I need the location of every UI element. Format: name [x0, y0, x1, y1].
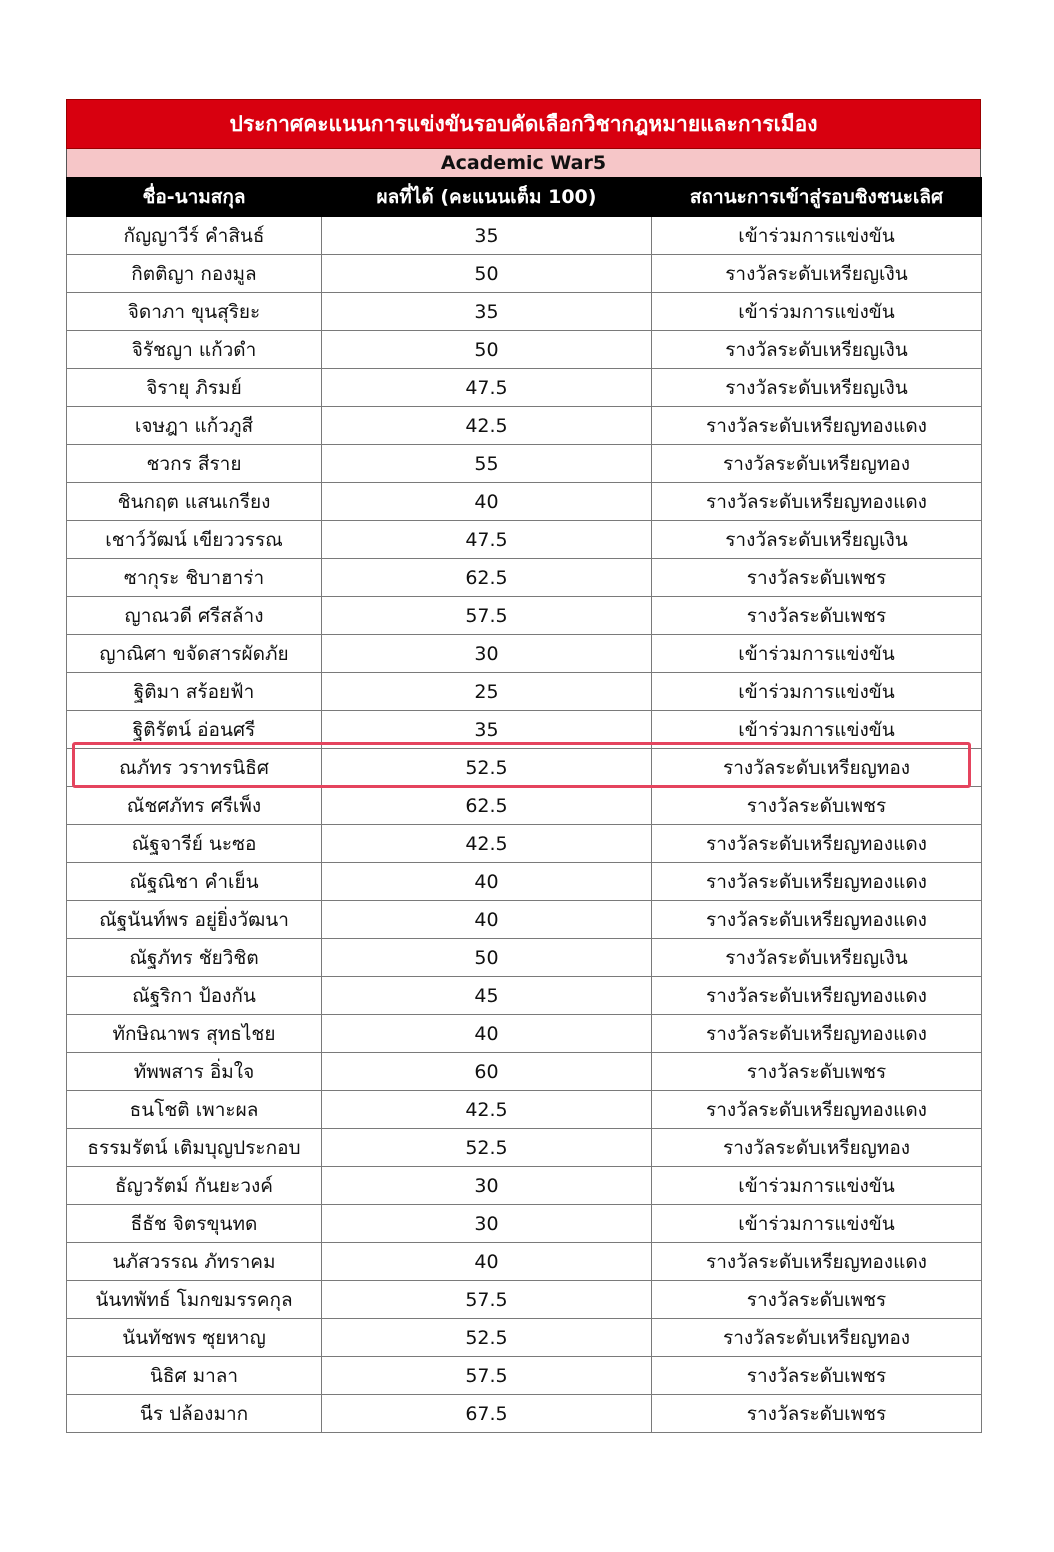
table-row [67, 331, 982, 369]
table-row [67, 559, 982, 597]
table-row [67, 293, 982, 331]
cell-score: 42.5 [322, 1091, 652, 1129]
table-row [67, 521, 982, 559]
cell-score: 57.5 [322, 597, 652, 635]
cell-status: รางวัลระดับเหรียญทองแดง [652, 901, 982, 939]
cell-status: เข้าร่วมการแข่งขัน [652, 1167, 982, 1205]
cell-name: ธีธัช จิตรขุนทด [67, 1205, 322, 1243]
table-row [67, 939, 982, 977]
cell-name: ณัฐนันท์พร อยู่ยิ่งวัฒนา [67, 901, 322, 939]
cell-score: 35 [322, 711, 652, 749]
cell-score: 52.5 [322, 749, 652, 787]
cell-status: รางวัลระดับเหรียญทองแดง [652, 1243, 982, 1281]
column-header-score: ผลที่ได้ (คะแนนเต็ม 100) [322, 178, 652, 217]
cell-status: เข้าร่วมการแข่งขัน [652, 1205, 982, 1243]
cell-score: 42.5 [322, 825, 652, 863]
cell-status: รางวัลระดับเพชร [652, 1395, 982, 1433]
cell-name: ณัชศภัทร ศรีเพ็ง [67, 787, 322, 825]
cell-status: รางวัลระดับเพชร [652, 1357, 982, 1395]
cell-name: ฐิติรัตน์ อ่อนศรี [67, 711, 322, 749]
cell-score: 40 [322, 901, 652, 939]
cell-score: 30 [322, 1205, 652, 1243]
cell-status: รางวัลระดับเพชร [652, 787, 982, 825]
cell-score: 50 [322, 255, 652, 293]
cell-status: เข้าร่วมการแข่งขัน [652, 293, 982, 331]
cell-name: เชาว์วัฒน์ เขียววรรณ [67, 521, 322, 559]
cell-score: 40 [322, 1243, 652, 1281]
cell-status: รางวัลระดับเพชร [652, 1281, 982, 1319]
cell-score: 47.5 [322, 369, 652, 407]
table-row [67, 1281, 982, 1319]
results-table [66, 177, 982, 1433]
cell-status: รางวัลระดับเหรียญเงิน [652, 331, 982, 369]
cell-status: รางวัลระดับเหรียญทองแดง [652, 977, 982, 1015]
cell-name: ณัฐภัทร ชัยวิชิต [67, 939, 322, 977]
cell-score: 35 [322, 293, 652, 331]
cell-name: ณัฐณิชา คำเย็น [67, 863, 322, 901]
table-row [67, 1205, 982, 1243]
table-row [67, 635, 982, 673]
cell-name: ณัฐริกา ป้องกัน [67, 977, 322, 1015]
cell-status: รางวัลระดับเหรียญทองแดง [652, 483, 982, 521]
table-row [67, 863, 982, 901]
table-row [67, 1319, 982, 1357]
cell-name: ณภัทร วราทรนิธิศ [67, 749, 322, 787]
cell-status: เข้าร่วมการแข่งขัน [652, 673, 982, 711]
table-row [67, 1167, 982, 1205]
cell-name: กิตติญา กองมูล [67, 255, 322, 293]
cell-name: เจษฎา แก้วภูสี [67, 407, 322, 445]
cell-status: รางวัลระดับเหรียญทอง [652, 749, 982, 787]
cell-score: 62.5 [322, 787, 652, 825]
cell-score: 47.5 [322, 521, 652, 559]
cell-score: 67.5 [322, 1395, 652, 1433]
cell-name: ทักษิณาพร สุทธไชย [67, 1015, 322, 1053]
page-title: ประกาศคะแนนการแข่งขันรอบคัดเลือกวิชากฎหมายและการเมือง [66, 99, 981, 149]
cell-name: ณัฐจารีย์ นะซอ [67, 825, 322, 863]
table-row [67, 825, 982, 863]
table-row [67, 1091, 982, 1129]
cell-score: 40 [322, 863, 652, 901]
table-row [67, 711, 982, 749]
table-row [67, 483, 982, 521]
cell-score: 42.5 [322, 407, 652, 445]
cell-name: ชินกฤต แสนเกรียง [67, 483, 322, 521]
table-row [67, 901, 982, 939]
cell-name: จิดาภา ขุนสุริยะ [67, 293, 322, 331]
table-row [67, 749, 982, 787]
cell-name: ธนโชติ เพาะผล [67, 1091, 322, 1129]
cell-status: รางวัลระดับเหรียญทอง [652, 1319, 982, 1357]
cell-score: 30 [322, 635, 652, 673]
cell-status: รางวัลระดับเพชร [652, 559, 982, 597]
cell-name: ธรรมรัตน์ เติมบุญประกอบ [67, 1129, 322, 1167]
event-subtitle: Academic War5 [66, 149, 981, 177]
cell-name: ฐิติมา สร้อยฟ้า [67, 673, 322, 711]
cell-score: 45 [322, 977, 652, 1015]
cell-status: รางวัลระดับเหรียญทองแดง [652, 863, 982, 901]
cell-name: ชวกร สีราย [67, 445, 322, 483]
cell-score: 60 [322, 1053, 652, 1091]
cell-score: 52.5 [322, 1129, 652, 1167]
cell-name: กัญญาวีร์ คำสินธ์ [67, 217, 322, 255]
table-header-row [67, 178, 982, 217]
table-row [67, 977, 982, 1015]
cell-score: 57.5 [322, 1357, 652, 1395]
column-header-name: ชื่อ-นามสกุล [67, 178, 322, 217]
cell-score: 55 [322, 445, 652, 483]
cell-status: รางวัลระดับเหรียญทองแดง [652, 407, 982, 445]
cell-name: ญาณวดี ศรีสล้าง [67, 597, 322, 635]
cell-name: นีร ปล้องมาก [67, 1395, 322, 1433]
table-row [67, 445, 982, 483]
cell-status: รางวัลระดับเหรียญทอง [652, 445, 982, 483]
cell-score: 50 [322, 939, 652, 977]
cell-name: นันทัชพร ซุยหาญ [67, 1319, 322, 1357]
cell-status: รางวัลระดับเหรียญเงิน [652, 939, 982, 977]
table-row [67, 1395, 982, 1433]
cell-name: จิรายุ ภิรมย์ [67, 369, 322, 407]
cell-status: รางวัลระดับเหรียญทองแดง [652, 1015, 982, 1053]
cell-name: นภัสวรรณ ภัทราคม [67, 1243, 322, 1281]
cell-status: เข้าร่วมการแข่งขัน [652, 217, 982, 255]
cell-name: จิรัชญา แก้วดำ [67, 331, 322, 369]
table-row [67, 1357, 982, 1395]
table-row [67, 369, 982, 407]
cell-name: นันทพัทธ์ โมกขมรรคกุล [67, 1281, 322, 1319]
cell-status: รางวัลระดับเหรียญทองแดง [652, 1091, 982, 1129]
table-row [67, 1053, 982, 1091]
cell-name: ทัพพสาร อิ่มใจ [67, 1053, 322, 1091]
cell-score: 40 [322, 483, 652, 521]
table-row [67, 1243, 982, 1281]
table-row [67, 1129, 982, 1167]
column-header-status: สถานะการเข้าสู่รอบชิงชนะเลิศ [652, 178, 982, 217]
cell-status: รางวัลระดับเหรียญเงิน [652, 369, 982, 407]
table-row [67, 597, 982, 635]
cell-name: ซากุระ ชิบาฮาร่า [67, 559, 322, 597]
cell-name: นิธิศ มาลา [67, 1357, 322, 1395]
results-sheet [66, 99, 981, 1433]
cell-status: รางวัลระดับเหรียญทองแดง [652, 825, 982, 863]
cell-status: เข้าร่วมการแข่งขัน [652, 711, 982, 749]
cell-score: 57.5 [322, 1281, 652, 1319]
cell-status: เข้าร่วมการแข่งขัน [652, 635, 982, 673]
cell-score: 50 [322, 331, 652, 369]
cell-status: รางวัลระดับเหรียญเงิน [652, 255, 982, 293]
table-row [67, 217, 982, 255]
cell-status: รางวัลระดับเหรียญเงิน [652, 521, 982, 559]
cell-score: 62.5 [322, 559, 652, 597]
cell-status: รางวัลระดับเพชร [652, 597, 982, 635]
cell-score: 25 [322, 673, 652, 711]
cell-name: ธัญวรัตม์ กันยะวงค์ [67, 1167, 322, 1205]
cell-score: 40 [322, 1015, 652, 1053]
cell-score: 30 [322, 1167, 652, 1205]
table-body [67, 217, 982, 1433]
table-row [67, 1015, 982, 1053]
cell-name: ญาณิศา ขจัดสารผัดภัย [67, 635, 322, 673]
table-row [67, 255, 982, 293]
table-row [67, 673, 982, 711]
table-row [67, 787, 982, 825]
cell-status: รางวัลระดับเพชร [652, 1053, 982, 1091]
cell-status: รางวัลระดับเหรียญทอง [652, 1129, 982, 1167]
cell-score: 35 [322, 217, 652, 255]
table-row [67, 407, 982, 445]
cell-score: 52.5 [322, 1319, 652, 1357]
